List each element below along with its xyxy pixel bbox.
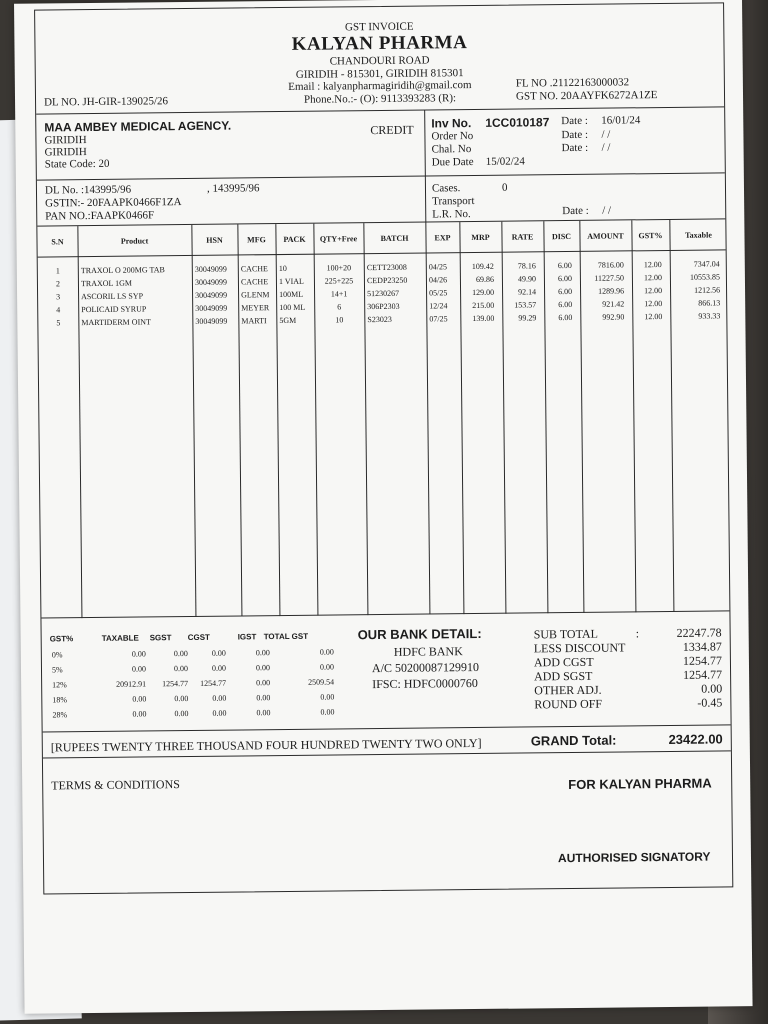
row-5-disc: 6.00 (558, 312, 573, 323)
gst-header-cgst: CGST (187, 632, 210, 643)
column-header-disc: DISC (551, 231, 572, 242)
round-off-value: -0.45 (697, 695, 723, 710)
gst-row-4-taxable: 0.00 (132, 694, 147, 704)
company-dl-no: DL NO. JH-GIR-139025/26 (43, 95, 169, 109)
gst-header-taxable: TAXABLE (101, 633, 139, 643)
row-4-exp: 12/24 (429, 301, 448, 311)
gst-row-1-total-gst: 0.00 (319, 647, 334, 657)
row-4-qty: 6 (337, 302, 342, 312)
gst-row-1-taxable: 0.00 (131, 649, 146, 659)
grand-total-value: 23422.00 (668, 731, 723, 747)
row-4-product: POLICAID SYRUP (81, 304, 147, 315)
company-city: GIRIDIH - 815301, GIRIDIH 815301 (295, 67, 464, 81)
row-2-taxable: 10553.85 (689, 272, 720, 282)
lr-date-value: / / (602, 204, 612, 217)
row-1-qty: 100+20 (326, 263, 352, 273)
transport-box (425, 173, 727, 222)
payment-mode: CREDIT (370, 122, 414, 138)
invoice-header (35, 3, 724, 114)
gst-row-5-igst: 0.00 (256, 708, 271, 718)
party-address-2: GIRIDIH (44, 146, 87, 159)
row-4-sn: 4 (56, 305, 61, 315)
inv-no-value: 1CC010187 (485, 115, 550, 130)
row-2-batch: CEDP23250 (366, 275, 408, 286)
sub-total-value: 22247.78 (676, 625, 722, 640)
row-4-batch: 306P2303 (367, 301, 400, 312)
column-header-hsn: HSN (206, 235, 223, 245)
row-4-amount: 921.42 (602, 299, 625, 309)
row-3-mrp: 129.00 (472, 287, 495, 298)
gst-row-4-gst-rate: 18% (52, 695, 68, 705)
round-off-label: ROUND OFF (534, 696, 603, 712)
bank-ifsc: IFSC: HDFC0000760 (372, 675, 478, 692)
party-dl-no: DL No. :143995/96 (44, 183, 132, 197)
row-3-batch: 51230267 (367, 288, 400, 299)
party-pan: PAN NO.:FAAPK0466F (45, 209, 155, 223)
invoice-frame (34, 2, 733, 894)
order-no-label: Order No (431, 130, 474, 143)
row-5-amount: 992.90 (602, 312, 625, 322)
inv-date-label: Date : (561, 114, 588, 128)
row-2-sn: 2 (55, 279, 61, 289)
gst-row-4-total-gst: 0.00 (320, 692, 335, 702)
gst-row-2-igst: 0.00 (255, 663, 271, 673)
sub-total-colon: : (635, 626, 640, 641)
row-4-taxable: 866.13 (698, 298, 721, 308)
row-2-qty: 225+225 (324, 276, 354, 286)
row-3-exp: 05/25 (429, 288, 448, 298)
row-1-taxable: 7347.04 (693, 259, 720, 269)
other-adj-value: 0.00 (701, 681, 723, 696)
row-2-amount: 11227.50 (594, 273, 624, 283)
gst-row-5-total-gst: 0.00 (320, 707, 335, 717)
row-1-rate: 78.16 (517, 261, 536, 271)
row-4-gst: 12.00 (644, 299, 663, 309)
less-discount-value: 1334.87 (682, 639, 722, 654)
transport-label: Transport (432, 195, 475, 208)
column-header-taxable: Taxable (685, 230, 712, 240)
company-name: KALYAN PHARMA (291, 32, 468, 55)
less-discount-label: LESS DISCOUNT (533, 640, 626, 656)
sub-total-label: SUB TOTAL (533, 626, 599, 642)
gst-row-3-taxable: 20912.91 (116, 679, 147, 689)
terms-and-conditions: TERMS & CONDITIONS (51, 777, 180, 793)
party-state-code: State Code: 20 (44, 157, 110, 171)
gst-row-5-sgst: 0.00 (174, 709, 189, 719)
add-cgst-value: 1254.77 (682, 653, 723, 668)
gst-row-1-igst: 0.00 (255, 648, 270, 658)
column-header-amount: AMOUNT (587, 231, 624, 241)
chal-no-label: Chal. No (431, 143, 472, 156)
party-gstin: GSTIN:- 20FAAPK0466F1ZA (45, 196, 182, 210)
gst-header-sgst: SGST (149, 633, 172, 643)
chal-date-value: / / (601, 141, 611, 154)
row-3-sn: 3 (56, 292, 61, 302)
row-4-mrp: 215.00 (472, 300, 495, 311)
gst-row-3-cgst: 1254.77 (200, 678, 227, 688)
gst-row-3-sgst: 1254.77 (162, 679, 189, 689)
gst-row-3-igst: 0.00 (256, 678, 271, 688)
gst-header-gst-rate: GST% (49, 634, 74, 644)
row-5-mfg: MARTI (241, 316, 267, 326)
row-3-hsn: 30049099 (195, 290, 228, 300)
column-header-mrp: MRP (471, 232, 490, 243)
row-3-qty: 14+1 (330, 289, 348, 299)
doc-type: GST INVOICE (344, 20, 414, 34)
column-header-gst: GST% (638, 231, 663, 241)
party-block (36, 107, 725, 180)
gst-row-3-gst-rate: 12% (52, 680, 67, 690)
row-2-disc: 6.00 (557, 273, 572, 284)
due-date-value: 15/02/24 (485, 155, 525, 168)
row-3-amount: 1289.96 (598, 286, 625, 296)
row-5-sn: 5 (56, 318, 61, 328)
cases-label: Cases. (431, 182, 461, 195)
column-header-product: Product (120, 236, 149, 246)
row-1-gst: 12.00 (643, 260, 662, 270)
bank-title: OUR BANK DETAIL: (357, 625, 482, 643)
row-2-pack: 1 VIAL (278, 276, 304, 287)
party-name: MAA AMBEY MEDICAL AGENCY. (44, 118, 232, 135)
inv-date-value: 16/01/24 (601, 114, 641, 127)
company-fl-no: FL NO .21122163000032 (515, 76, 630, 90)
row-4-pack: 100 ML (279, 302, 306, 313)
row-1-pack: 10 (278, 263, 287, 274)
row-4-disc: 6.00 (558, 299, 573, 310)
gst-row-2-cgst: 0.00 (211, 663, 227, 673)
company-road: CHANDOURI ROAD (329, 54, 430, 68)
row-3-pack: 100ML (279, 289, 304, 300)
gst-row-5-gst-rate: 28% (52, 710, 68, 720)
row-2-mrp: 69.86 (475, 274, 494, 284)
row-2-exp: 04/26 (428, 275, 448, 285)
row-3-product: ASCORIL LS SYP (81, 291, 144, 302)
order-date-value: / / (601, 128, 611, 141)
row-5-gst: 12.00 (644, 312, 663, 322)
row-1-mrp: 109.42 (471, 261, 494, 272)
gst-row-2-total-gst: 0.00 (319, 662, 335, 672)
row-1-hsn: 30049099 (194, 264, 227, 274)
inv-no-label: Inv No. (431, 116, 472, 131)
row-5-pack: 5GM (279, 315, 297, 326)
row-5-hsn: 30049099 (195, 316, 228, 326)
row-5-exp: 07/25 (429, 314, 448, 324)
row-4-mfg: MEYER (241, 303, 270, 313)
order-date-label: Date : (561, 128, 589, 142)
row-3-gst: 12.00 (644, 286, 663, 296)
column-header-pack: PACK (283, 234, 306, 245)
summary-block (41, 611, 730, 732)
column-header-sn: S.N (51, 237, 64, 247)
add-cgst-label: ADD CGST (533, 654, 594, 670)
column-header-mfg: MFG (247, 235, 266, 245)
add-sgst-label: ADD SGST (534, 668, 593, 684)
chal-date-label: Date : (561, 141, 589, 155)
gst-row-4-sgst: 0.00 (174, 694, 189, 704)
gst-row-2-sgst: 0.00 (173, 664, 189, 674)
row-5-mrp: 139.00 (472, 313, 495, 324)
gst-header-igst: IGST (237, 632, 257, 642)
gst-row-1-sgst: 0.00 (173, 649, 188, 659)
row-5-taxable: 933.33 (698, 311, 721, 321)
row-1-sn: 1 (55, 266, 60, 276)
row-2-hsn: 30049099 (194, 277, 227, 287)
gst-row-1-cgst: 0.00 (211, 648, 226, 658)
gst-row-3-total-gst: 2509.54 (308, 677, 335, 687)
gst-header-total-gst: TOTAL GST (263, 631, 309, 642)
invoice-info-box (424, 107, 727, 176)
for-company: FOR KALYAN PHARMA (568, 775, 712, 793)
invoice-paper (14, 0, 753, 1014)
lr-no-label: L.R. No. (432, 208, 471, 221)
cases-value: 0 (501, 181, 508, 194)
amount-in-words: [RUPEES TWENTY THREE THOUSAND FOUR HUNDRED TWENTY TWO ONLY] (50, 735, 482, 755)
row-1-product: TRAXOL O 200MG TAB (80, 265, 165, 276)
column-header-qty: QTY+Free (319, 234, 358, 244)
row-5-qty: 10 (335, 315, 344, 325)
other-adj-label: OTHER ADJ. (534, 682, 602, 698)
party-dl-no-2: , 143995/96 (206, 182, 260, 195)
column-header-batch: BATCH (380, 233, 409, 243)
grand-total-label: GRAND Total: (530, 732, 617, 749)
bank-name: HDFC BANK (393, 644, 463, 659)
column-header-exp: EXP (434, 233, 451, 243)
summary-spacer (515, 614, 517, 728)
gst-row-2-gst-rate: 5% (51, 665, 63, 675)
company-phone: Phone.No.:- (O): 9113393283 (R): (303, 92, 457, 106)
add-sgst-value: 1254.77 (683, 667, 723, 682)
party-address-1: GIRIDIH (44, 134, 87, 147)
gst-row-2-taxable: 0.00 (131, 664, 147, 674)
due-date-label: Due Date (431, 156, 474, 169)
row-1-amount: 7816.00 (597, 260, 624, 270)
column-header-rate: RATE (511, 232, 534, 242)
row-2-product: TRAXOL 1GM (80, 278, 133, 289)
authorised-signatory: AUTHORISED SIGNATORY (557, 849, 711, 866)
lr-date-label: Date : (562, 204, 589, 218)
row-2-mfg: CACHE (240, 277, 269, 287)
gst-row-1-gst-rate: 0% (51, 650, 63, 660)
row-1-batch: CETT23008 (366, 262, 407, 273)
gst-row-5-cgst: 0.00 (212, 708, 227, 718)
row-1-disc: 6.00 (557, 260, 572, 271)
row-2-gst: 12.00 (643, 273, 662, 283)
row-3-rate: 92.14 (518, 287, 537, 297)
row-5-product: MARTIDERM OINT (81, 317, 151, 328)
gst-row-5-taxable: 0.00 (132, 709, 147, 719)
row-2-rate: 49.90 (517, 274, 536, 284)
company-gst-no: GST NO. 20AAYFK6272A1ZE (515, 89, 658, 103)
bank-account: A/C 50200087129910 (371, 659, 480, 676)
row-1-mfg: CACHE (240, 264, 268, 274)
gst-row-4-igst: 0.00 (256, 693, 271, 703)
header-divider (38, 249, 726, 257)
gst-row-4-cgst: 0.00 (212, 693, 227, 703)
party-registration-block (37, 173, 725, 226)
row-5-rate: 99.29 (518, 313, 537, 323)
row-1-exp: 04/25 (428, 262, 448, 272)
row-3-disc: 6.00 (558, 286, 573, 297)
row-4-rate: 153.57 (514, 300, 537, 310)
company-email: Email : kalyanpharmagiridih@gmail.com (288, 79, 472, 93)
row-5-batch: S23023 (367, 314, 392, 325)
row-3-mfg: GLENM (241, 290, 270, 300)
row-3-taxable: 1212.56 (694, 285, 721, 295)
row-4-hsn: 30049099 (195, 303, 228, 313)
items-table (37, 219, 729, 618)
